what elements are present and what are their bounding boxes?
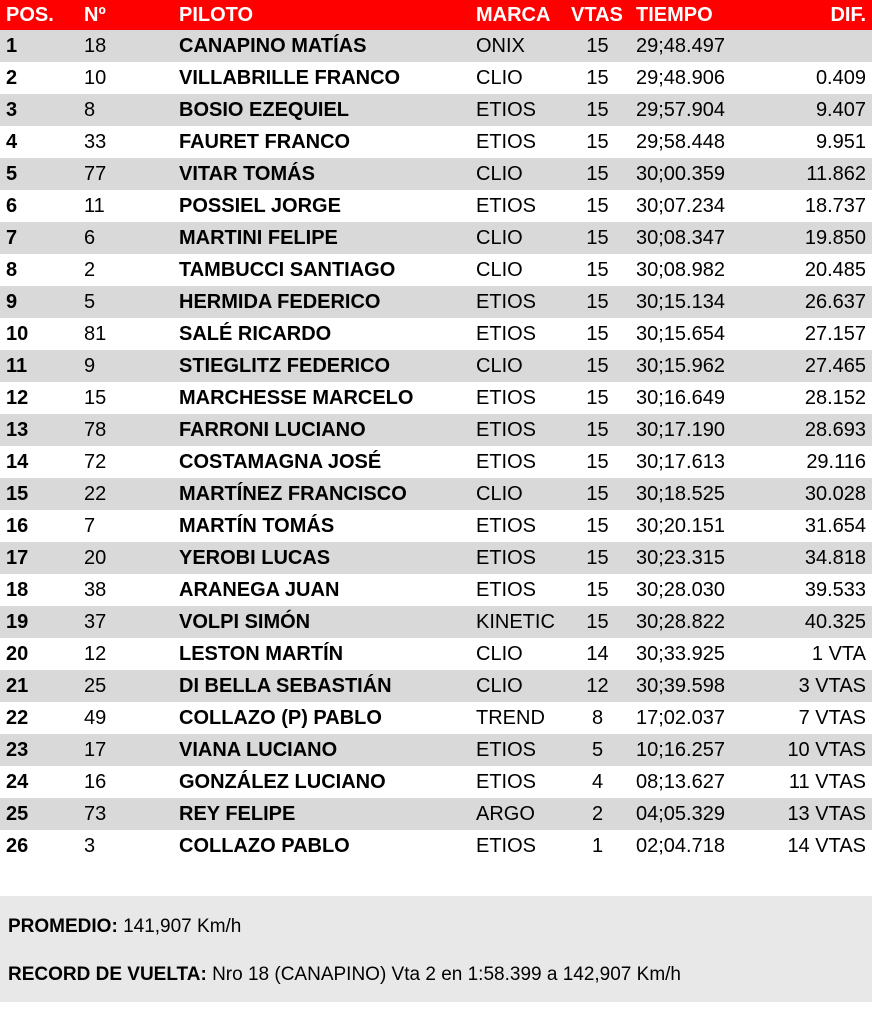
cell-number: 25	[78, 670, 173, 702]
table-row	[0, 606, 872, 638]
cell-diff: 27.157	[753, 318, 872, 350]
cell-time: 30;15.962	[630, 350, 753, 382]
cell-position: 6	[0, 190, 78, 222]
cell-number: 72	[78, 446, 173, 478]
cell-number: 9	[78, 350, 173, 382]
cell-time: 30;17.190	[630, 414, 753, 446]
cell-time: 30;00.359	[630, 158, 753, 190]
cell-time: 30;33.925	[630, 638, 753, 670]
cell-pilot: DI BELLA SEBASTIÁN	[173, 670, 470, 702]
cell-pilot: VITAR TOMÁS	[173, 158, 470, 190]
cell-number: 33	[78, 126, 173, 158]
column-header-diff: DIF.	[753, 0, 872, 30]
cell-pilot: MARCHESSE MARCELO	[173, 382, 470, 414]
cell-time: 30;20.151	[630, 510, 753, 542]
cell-diff: 9.407	[753, 94, 872, 126]
table-row	[0, 798, 872, 830]
cell-brand: ETIOS	[470, 574, 565, 606]
cell-number: 37	[78, 606, 173, 638]
cell-number: 38	[78, 574, 173, 606]
cell-brand: ARGO	[470, 798, 565, 830]
table-row	[0, 542, 872, 574]
cell-laps: 8	[565, 702, 630, 734]
cell-position: 22	[0, 702, 78, 734]
cell-position: 25	[0, 798, 78, 830]
cell-number: 15	[78, 382, 173, 414]
cell-time: 29;57.904	[630, 94, 753, 126]
cell-brand: ETIOS	[470, 94, 565, 126]
cell-pilot: FARRONI LUCIANO	[173, 414, 470, 446]
table-row	[0, 574, 872, 606]
cell-diff: 18.737	[753, 190, 872, 222]
cell-diff: 40.325	[753, 606, 872, 638]
cell-diff: 27.465	[753, 350, 872, 382]
lap-record-label: RECORD DE VUELTA:	[8, 964, 207, 985]
cell-brand: ETIOS	[470, 766, 565, 798]
cell-pilot: STIEGLITZ FEDERICO	[173, 350, 470, 382]
cell-position: 7	[0, 222, 78, 254]
table-row	[0, 702, 872, 734]
cell-position: 11	[0, 350, 78, 382]
cell-diff: 28.152	[753, 382, 872, 414]
cell-number: 10	[78, 62, 173, 94]
table-row	[0, 62, 872, 94]
cell-pilot: COLLAZO (P) PABLO	[173, 702, 470, 734]
cell-laps: 15	[565, 350, 630, 382]
table-row	[0, 158, 872, 190]
cell-time: 30;39.598	[630, 670, 753, 702]
table-row	[0, 446, 872, 478]
cell-number: 73	[78, 798, 173, 830]
column-header-pilot: PILOTO	[173, 0, 470, 30]
cell-brand: CLIO	[470, 638, 565, 670]
cell-pilot: COLLAZO PABLO	[173, 830, 470, 862]
table-row	[0, 126, 872, 158]
cell-diff: 0.409	[753, 62, 872, 94]
column-header-brand: MARCA	[470, 0, 565, 30]
cell-diff: 29.116	[753, 446, 872, 478]
cell-brand: ETIOS	[470, 542, 565, 574]
cell-time: 08;13.627	[630, 766, 753, 798]
table-row	[0, 414, 872, 446]
cell-diff: 11 VTAS	[753, 766, 872, 798]
column-header-position: POS.	[0, 0, 78, 30]
cell-number: 17	[78, 734, 173, 766]
cell-diff: 1 VTA	[753, 638, 872, 670]
table-row	[0, 382, 872, 414]
cell-number: 6	[78, 222, 173, 254]
cell-position: 9	[0, 286, 78, 318]
cell-brand: CLIO	[470, 62, 565, 94]
average-speed-value: 141,907 Km/h	[123, 916, 242, 937]
table-row	[0, 670, 872, 702]
cell-laps: 15	[565, 414, 630, 446]
cell-pilot: YEROBI LUCAS	[173, 542, 470, 574]
cell-brand: ETIOS	[470, 446, 565, 478]
average-speed-label: PROMEDIO:	[8, 916, 118, 937]
cell-diff: 20.485	[753, 254, 872, 286]
cell-position: 21	[0, 670, 78, 702]
cell-laps: 15	[565, 510, 630, 542]
cell-pilot: CANAPINO MATÍAS	[173, 30, 470, 62]
cell-position: 8	[0, 254, 78, 286]
cell-position: 2	[0, 62, 78, 94]
table-header	[0, 0, 872, 30]
cell-position: 19	[0, 606, 78, 638]
cell-time: 30;08.982	[630, 254, 753, 286]
cell-time: 30;16.649	[630, 382, 753, 414]
cell-pilot: MARTÍNEZ FRANCISCO	[173, 478, 470, 510]
cell-brand: ETIOS	[470, 286, 565, 318]
cell-time: 30;18.525	[630, 478, 753, 510]
cell-pilot: TAMBUCCI SANTIAGO	[173, 254, 470, 286]
column-header-number: Nº	[78, 0, 173, 30]
cell-brand: ETIOS	[470, 126, 565, 158]
table-row	[0, 350, 872, 382]
cell-laps: 15	[565, 606, 630, 638]
cell-diff: 14 VTAS	[753, 830, 872, 862]
cell-brand: CLIO	[470, 254, 565, 286]
cell-pilot: GONZÁLEZ LUCIANO	[173, 766, 470, 798]
cell-laps: 15	[565, 542, 630, 574]
table-row	[0, 94, 872, 126]
cell-time: 29;48.906	[630, 62, 753, 94]
cell-brand: ETIOS	[470, 190, 565, 222]
cell-pilot: MARTINI FELIPE	[173, 222, 470, 254]
cell-laps: 15	[565, 222, 630, 254]
cell-position: 4	[0, 126, 78, 158]
cell-pilot: ARANEGA JUAN	[173, 574, 470, 606]
cell-position: 24	[0, 766, 78, 798]
table-row	[0, 510, 872, 542]
table-body	[0, 30, 872, 862]
cell-time: 30;28.822	[630, 606, 753, 638]
cell-number: 20	[78, 542, 173, 574]
table-row	[0, 478, 872, 510]
cell-number: 3	[78, 830, 173, 862]
cell-number: 12	[78, 638, 173, 670]
cell-laps: 15	[565, 254, 630, 286]
cell-position: 23	[0, 734, 78, 766]
cell-laps: 5	[565, 734, 630, 766]
cell-brand: CLIO	[470, 670, 565, 702]
cell-diff: 34.818	[753, 542, 872, 574]
cell-number: 7	[78, 510, 173, 542]
cell-diff: 26.637	[753, 286, 872, 318]
cell-time: 04;05.329	[630, 798, 753, 830]
cell-position: 5	[0, 158, 78, 190]
cell-number: 11	[78, 190, 173, 222]
cell-position: 18	[0, 574, 78, 606]
cell-number: 22	[78, 478, 173, 510]
cell-pilot: HERMIDA FEDERICO	[173, 286, 470, 318]
cell-pilot: LESTON MARTÍN	[173, 638, 470, 670]
cell-number: 5	[78, 286, 173, 318]
cell-brand: KINETIC	[470, 606, 565, 638]
cell-laps: 15	[565, 446, 630, 478]
cell-number: 2	[78, 254, 173, 286]
cell-laps: 14	[565, 638, 630, 670]
cell-pilot: FAURET FRANCO	[173, 126, 470, 158]
cell-position: 26	[0, 830, 78, 862]
cell-pilot: BOSIO EZEQUIEL	[173, 94, 470, 126]
cell-laps: 15	[565, 382, 630, 414]
cell-diff: 30.028	[753, 478, 872, 510]
cell-laps: 15	[565, 126, 630, 158]
summary-footer	[0, 896, 872, 1002]
cell-time: 10;16.257	[630, 734, 753, 766]
table-row	[0, 222, 872, 254]
table-row	[0, 254, 872, 286]
cell-time: 29;48.497	[630, 30, 753, 62]
cell-brand: CLIO	[470, 158, 565, 190]
cell-number: 49	[78, 702, 173, 734]
cell-pilot: VILLABRILLE FRANCO	[173, 62, 470, 94]
table-header-row	[0, 0, 872, 30]
cell-position: 20	[0, 638, 78, 670]
column-header-time: TIEMPO	[630, 0, 753, 30]
table-row	[0, 734, 872, 766]
cell-laps: 12	[565, 670, 630, 702]
cell-diff	[753, 30, 872, 62]
cell-diff: 19.850	[753, 222, 872, 254]
cell-diff: 11.862	[753, 158, 872, 190]
table-row	[0, 30, 872, 62]
cell-brand: CLIO	[470, 222, 565, 254]
cell-laps: 15	[565, 30, 630, 62]
table-row	[0, 638, 872, 670]
cell-number: 8	[78, 94, 173, 126]
cell-pilot: MARTÍN TOMÁS	[173, 510, 470, 542]
table-row	[0, 766, 872, 798]
cell-number: 81	[78, 318, 173, 350]
cell-position: 16	[0, 510, 78, 542]
cell-brand: ONIX	[470, 30, 565, 62]
cell-diff: 39.533	[753, 574, 872, 606]
cell-position: 3	[0, 94, 78, 126]
cell-pilot: REY FELIPE	[173, 798, 470, 830]
cell-laps: 15	[565, 478, 630, 510]
cell-number: 16	[78, 766, 173, 798]
table-row	[0, 318, 872, 350]
cell-laps: 15	[565, 286, 630, 318]
cell-laps: 4	[565, 766, 630, 798]
cell-laps: 15	[565, 190, 630, 222]
cell-time: 30;08.347	[630, 222, 753, 254]
cell-pilot: COSTAMAGNA JOSÉ	[173, 446, 470, 478]
cell-brand: ETIOS	[470, 318, 565, 350]
cell-brand: ETIOS	[470, 382, 565, 414]
cell-brand: ETIOS	[470, 734, 565, 766]
cell-time: 30;07.234	[630, 190, 753, 222]
cell-brand: TREND	[470, 702, 565, 734]
cell-brand: ETIOS	[470, 414, 565, 446]
cell-laps: 15	[565, 94, 630, 126]
cell-diff: 28.693	[753, 414, 872, 446]
cell-diff: 9.951	[753, 126, 872, 158]
cell-laps: 15	[565, 318, 630, 350]
cell-time: 30;28.030	[630, 574, 753, 606]
cell-diff: 3 VTAS	[753, 670, 872, 702]
table-row	[0, 286, 872, 318]
cell-pilot: VIANA LUCIANO	[173, 734, 470, 766]
cell-position: 14	[0, 446, 78, 478]
cell-laps: 1	[565, 830, 630, 862]
cell-time: 30;15.134	[630, 286, 753, 318]
cell-time: 29;58.448	[630, 126, 753, 158]
cell-position: 15	[0, 478, 78, 510]
cell-pilot: SALÉ RICARDO	[173, 318, 470, 350]
cell-position: 13	[0, 414, 78, 446]
average-speed-line	[8, 916, 864, 938]
cell-time: 02;04.718	[630, 830, 753, 862]
cell-time: 17;02.037	[630, 702, 753, 734]
cell-brand: ETIOS	[470, 830, 565, 862]
column-header-laps: VTAS	[565, 0, 630, 30]
cell-diff: 13 VTAS	[753, 798, 872, 830]
cell-laps: 15	[565, 574, 630, 606]
cell-laps: 15	[565, 158, 630, 190]
cell-pilot: VOLPI SIMÓN	[173, 606, 470, 638]
spacer	[0, 862, 872, 896]
cell-brand: CLIO	[470, 478, 565, 510]
cell-laps: 2	[565, 798, 630, 830]
cell-time: 30;23.315	[630, 542, 753, 574]
cell-position: 17	[0, 542, 78, 574]
cell-diff: 31.654	[753, 510, 872, 542]
lap-record-value: Nro 18 (CANAPINO) Vta 2 en 1:58.399 a 142,907 Km/h	[212, 964, 682, 985]
table-row	[0, 190, 872, 222]
cell-brand: ETIOS	[470, 510, 565, 542]
cell-number: 78	[78, 414, 173, 446]
cell-number: 18	[78, 30, 173, 62]
cell-number: 77	[78, 158, 173, 190]
lap-record-line	[8, 964, 864, 986]
cell-laps: 15	[565, 62, 630, 94]
cell-position: 1	[0, 30, 78, 62]
table-row	[0, 830, 872, 862]
cell-time: 30;15.654	[630, 318, 753, 350]
cell-diff: 10 VTAS	[753, 734, 872, 766]
cell-diff: 7 VTAS	[753, 702, 872, 734]
cell-position: 10	[0, 318, 78, 350]
cell-time: 30;17.613	[630, 446, 753, 478]
cell-brand: CLIO	[470, 350, 565, 382]
cell-position: 12	[0, 382, 78, 414]
cell-pilot: POSSIEL JORGE	[173, 190, 470, 222]
